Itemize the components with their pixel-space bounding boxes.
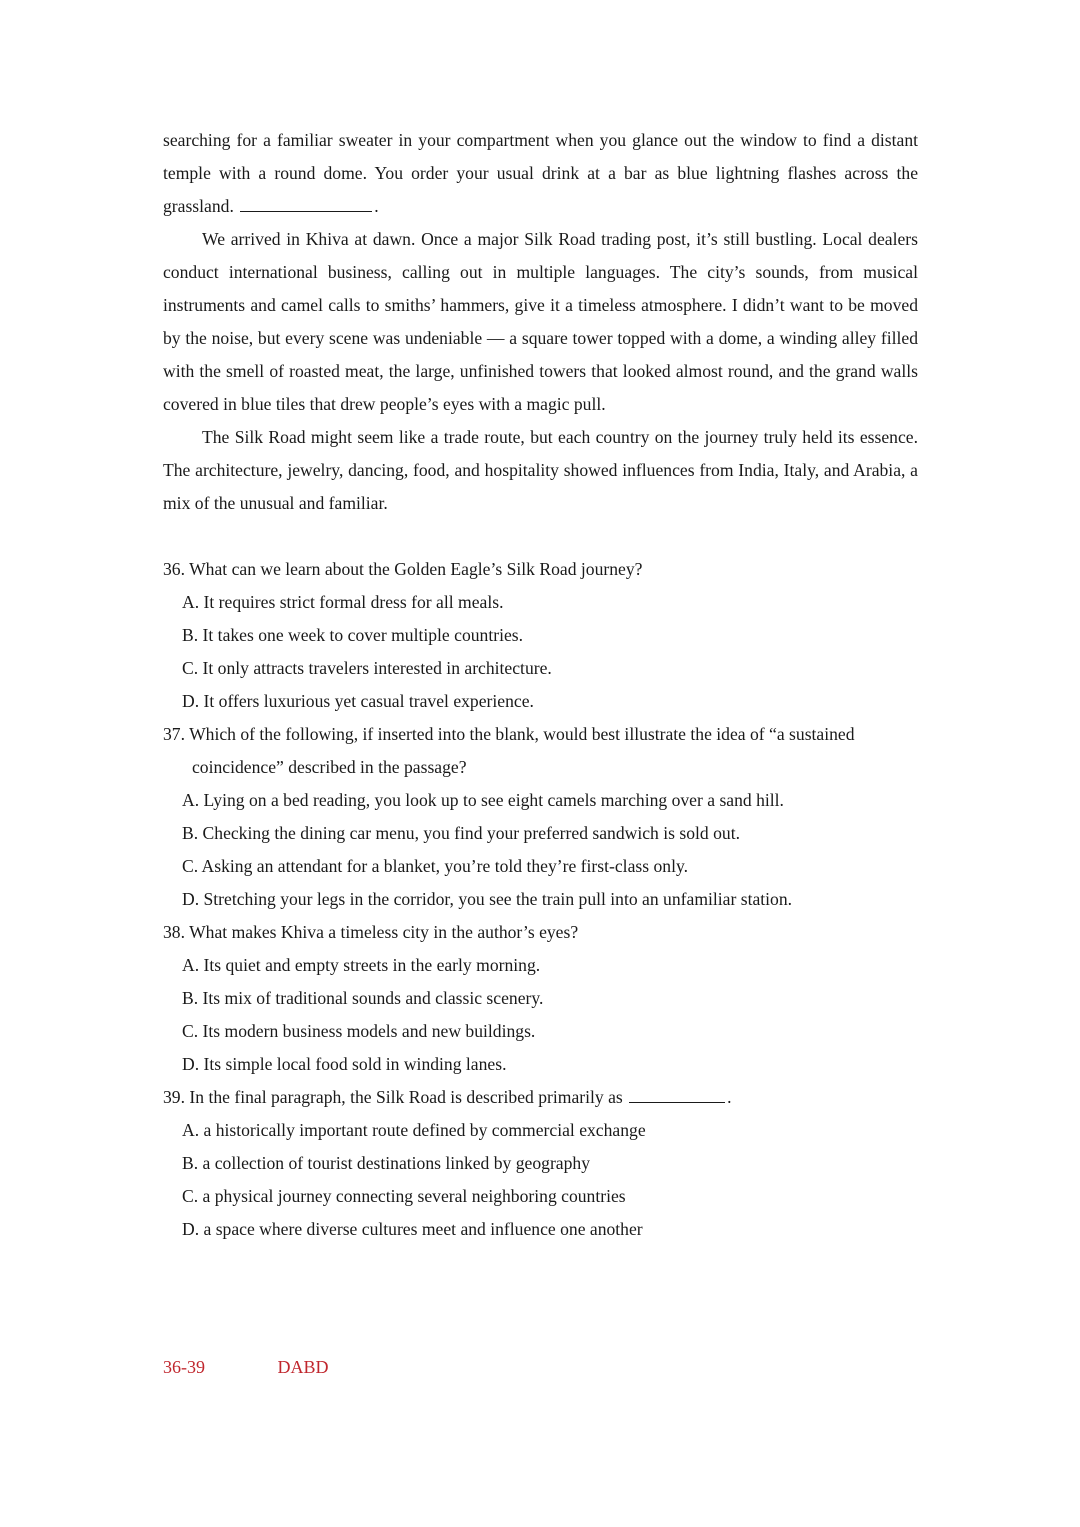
question-stem: 38. What makes Khiva a timeless city in the author’s eyes?	[163, 922, 579, 942]
option-d: D. a space where diverse cultures meet and influence one another	[182, 1219, 643, 1239]
option-c: C. It only attracts travelers interested in architecture.	[182, 658, 552, 678]
option-c: C. Asking an attendant for a blanket, you’re told they’re first-class only.	[182, 856, 689, 876]
question-stem-text: 39. In the final paragraph, the Silk Road is described primarily as	[163, 1087, 623, 1107]
passage-paragraph-1-text: searching for a familiar sweater in your compartment when you glance out the window to find a distant temple with a round dome. You order your usual drink at a bar as blue lightning flashes across the grassland.	[163, 130, 918, 216]
passage-paragraph-1-end: .	[374, 196, 379, 216]
option-b: B. Checking the dining car menu, you find your preferred sandwich is sold out.	[182, 823, 740, 843]
question-36	[163, 553, 918, 718]
option-c: C. a physical journey connecting several neighboring countries	[182, 1186, 626, 1206]
passage-paragraph-1	[163, 124, 918, 223]
option-c: C. Its modern business models and new buildings.	[182, 1021, 536, 1041]
option-d: D. Its simple local food sold in winding lanes.	[182, 1054, 507, 1074]
answer-key-letters: DABD	[277, 1357, 329, 1377]
question-38	[163, 916, 918, 1081]
answer-key-range: 36-39	[163, 1357, 205, 1377]
question-list	[163, 553, 918, 1246]
answer-blank	[629, 1084, 725, 1103]
answer-blank	[240, 193, 372, 212]
option-b: B. It takes one week to cover multiple countries.	[182, 625, 524, 645]
passage-paragraph-3: The Silk Road might seem like a trade route, but each country on the journey truly held its essence. The architecture, jewelry, dancing, food, and hospitality showed influences from India, Italy, and Arabia, a mix of the unusual and familiar.	[163, 427, 918, 513]
option-a: A. Lying on a bed reading, you look up to see eight camels marching over a sand hill.	[182, 790, 784, 810]
exam-page	[163, 124, 918, 1246]
question-39	[163, 1081, 918, 1246]
option-a: A. a historically important route defined by commercial exchange	[182, 1120, 646, 1140]
option-d: D. It offers luxurious yet casual travel experience.	[182, 691, 534, 711]
option-b: B. Its mix of traditional sounds and classic scenery.	[182, 988, 544, 1008]
question-37	[163, 718, 918, 916]
passage-paragraph-2: We arrived in Khiva at dawn. Once a major Silk Road trading post, it’s still bustling. Local dealers conduct international business, calling out in multiple languages. The city’s sounds, from musical instruments and camel calls to smiths’ hammers, give it a timeless atmosphere. I didn’t want to be moved by the noise, but every scene was undeniable — a square tower topped with a dome, a winding alley filled with the smell of roasted meat, the large, unfinished towers that looked almost round, and the grand walls covered in blue tiles that drew people’s eyes with a magic pull.	[163, 229, 918, 414]
question-stem-end: .	[727, 1087, 732, 1107]
option-a: A. Its quiet and empty streets in the early morning.	[182, 955, 541, 975]
question-stem: 37. Which of the following, if inserted into the blank, would best illustrate the idea of “a sustained coincidence” described in the passage?	[163, 724, 855, 777]
option-a: A. It requires strict formal dress for all meals.	[182, 592, 504, 612]
answer-key	[163, 1353, 329, 1381]
option-b: B. a collection of tourist destinations linked by geography	[182, 1153, 590, 1173]
question-stem: 36. What can we learn about the Golden Eagle’s Silk Road journey?	[163, 559, 643, 579]
option-d: D. Stretching your legs in the corridor, you see the train pull into an unfamiliar station.	[182, 889, 793, 909]
question-stem	[163, 1081, 918, 1114]
